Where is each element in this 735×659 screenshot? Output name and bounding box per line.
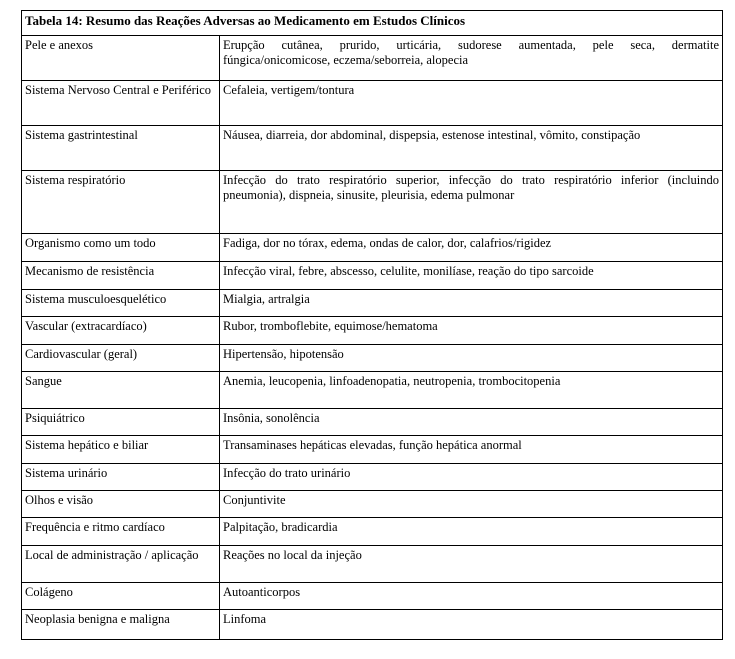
system-cell: Pele e anexos xyxy=(22,36,220,81)
table-row xyxy=(22,262,723,290)
reactions-cell: Conjuntivite xyxy=(220,491,723,518)
table-row xyxy=(22,583,723,610)
table-row xyxy=(22,464,723,491)
system-cell: Sistema hepático e biliar xyxy=(22,436,220,464)
reactions-cell: Cefaleia, vertigem/tontura xyxy=(220,81,723,126)
system-cell: Sistema gastrintestinal xyxy=(22,126,220,171)
table-caption: Tabela 14: Resumo das Reações Adversas ao Medicamento em Estudos Clínicos xyxy=(22,11,723,36)
system-cell: Sistema Nervoso Central e Periférico xyxy=(22,81,220,126)
reactions-cell: Mialgia, artralgia xyxy=(220,290,723,317)
system-cell: Sistema respiratório xyxy=(22,171,220,234)
reactions-cell: Palpitação, bradicardia xyxy=(220,518,723,546)
table-row xyxy=(22,546,723,583)
reactions-cell: Hipertensão, hipotensão xyxy=(220,345,723,372)
table-row xyxy=(22,372,723,409)
table-row xyxy=(22,409,723,436)
reactions-cell: Transaminases hepáticas elevadas, função hepática anormal xyxy=(220,436,723,464)
table-row xyxy=(22,610,723,640)
reactions-cell: Autoanticorpos xyxy=(220,583,723,610)
system-cell: Organismo como um todo xyxy=(22,234,220,262)
reactions-cell: Fadiga, dor no tórax, edema, ondas de calor, dor, calafrios/rigidez xyxy=(220,234,723,262)
table-row xyxy=(22,126,723,171)
adverse-reactions-table xyxy=(21,10,723,640)
reactions-cell: Infecção do trato urinário xyxy=(220,464,723,491)
table-row xyxy=(22,518,723,546)
table-row xyxy=(22,345,723,372)
reactions-cell: Rubor, tromboflebite, equimose/hematoma xyxy=(220,317,723,345)
system-cell: Frequência e ritmo cardíaco xyxy=(22,518,220,546)
system-cell: Colágeno xyxy=(22,583,220,610)
system-cell: Local de administração / aplicação xyxy=(22,546,220,583)
table-row xyxy=(22,171,723,234)
system-cell: Olhos e visão xyxy=(22,491,220,518)
reactions-cell: Erupção cutânea, prurido, urticária, sudorese aumentada, pele seca, dermatite fúngica/onicomicose, eczema/seborreia, alopecia xyxy=(220,36,723,81)
table-row xyxy=(22,317,723,345)
table-row xyxy=(22,290,723,317)
reactions-cell: Anemia, leucopenia, linfoadenopatia, neutropenia, trombocitopenia xyxy=(220,372,723,409)
system-cell: Cardiovascular (geral) xyxy=(22,345,220,372)
system-cell: Sangue xyxy=(22,372,220,409)
reactions-cell: Infecção viral, febre, abscesso, celulite, monilíase, reação do tipo sarcoide xyxy=(220,262,723,290)
reactions-cell: Linfoma xyxy=(220,610,723,640)
table-row xyxy=(22,36,723,81)
reactions-cell: Reações no local da injeção xyxy=(220,546,723,583)
table-row xyxy=(22,436,723,464)
reactions-cell: Insônia, sonolência xyxy=(220,409,723,436)
reactions-cell: Náusea, diarreia, dor abdominal, dispepsia, estenose intestinal, vômito, constipação xyxy=(220,126,723,171)
system-cell: Psiquiátrico xyxy=(22,409,220,436)
system-cell: Mecanismo de resistência xyxy=(22,262,220,290)
system-cell: Sistema urinário xyxy=(22,464,220,491)
system-cell: Neoplasia benigna e maligna xyxy=(22,610,220,640)
table-row xyxy=(22,81,723,126)
reactions-cell: Infecção do trato respiratório superior, infecção do trato respiratório inferior (incluindo pneumonia), dispneia, sinusite, pleurisia, edema pulmonar xyxy=(220,171,723,234)
system-cell: Sistema musculoesquelético xyxy=(22,290,220,317)
table-row xyxy=(22,491,723,518)
caption-row xyxy=(22,11,723,36)
table-row xyxy=(22,234,723,262)
system-cell: Vascular (extracardíaco) xyxy=(22,317,220,345)
